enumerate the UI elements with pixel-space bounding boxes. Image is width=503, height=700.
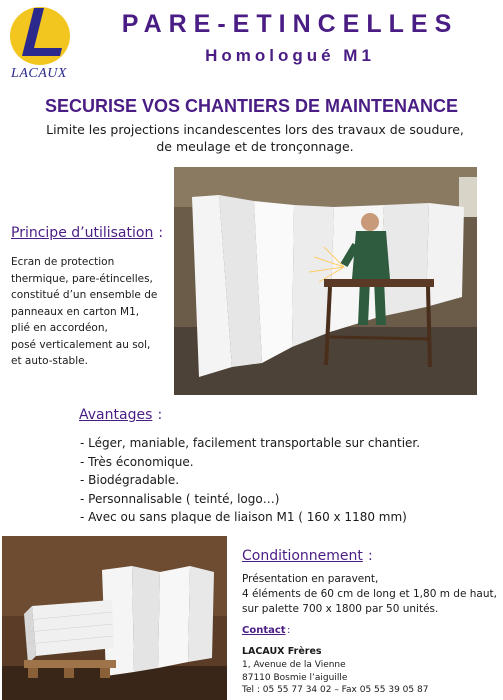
- principe-heading: [11, 222, 163, 241]
- product-title: PARE-ETINCELLES: [121, 10, 459, 38]
- contact-colon: :: [287, 625, 291, 636]
- list-item: - Avec ou sans plaque de liaison M1 ( 160 x 1180 mm): [80, 510, 407, 524]
- contact-title: Contact: [242, 625, 286, 636]
- principe-colon: :: [158, 225, 164, 241]
- product-subtitle: Homologué M1: [205, 46, 375, 65]
- address-line: 87110 Bosmie l’aiguille: [242, 672, 348, 683]
- intro-line: Limite les projections incandescentes lors des travaux de soudure,: [46, 122, 464, 137]
- conditionnement-text: [242, 572, 502, 617]
- conditionnement-line: sur palette 700 x 1800 par 50 unités.: [242, 603, 439, 615]
- workshop-photo: [174, 167, 477, 395]
- list-item: - Léger, maniable, facilement transportable sur chantier.: [80, 436, 421, 450]
- avantages-colon: :: [157, 407, 163, 423]
- principe-line: posé verticalement au sol,: [11, 338, 151, 351]
- principe-text: [11, 254, 171, 370]
- conditionnement-line: 4 éléments de 60 cm de long et 1,80 m de haut,: [242, 588, 497, 600]
- logo-wordmark: LACAUX: [11, 66, 67, 81]
- company-name: LACAUX Frères: [242, 646, 322, 657]
- avantages-title: Avantages: [79, 407, 153, 423]
- principe-line: panneaux en carton M1,: [11, 305, 140, 318]
- intro-text: [30, 121, 480, 155]
- principe-line: constitué d’un ensemble de: [11, 289, 158, 301]
- conditionnement-heading: [242, 545, 373, 564]
- principe-line: et auto-stable.: [11, 355, 88, 367]
- principe-line: plié en accordéon,: [11, 322, 108, 334]
- avantages-list: [80, 434, 420, 527]
- avantages-heading: [79, 404, 162, 423]
- principe-title: Principe d’utilisation: [11, 225, 154, 241]
- packaging-photo: [2, 536, 227, 700]
- principe-line: thermique, pare-étincelles,: [11, 272, 153, 285]
- list-item: - Biodégradable.: [80, 473, 180, 487]
- conditionnement-title: Conditionnement: [242, 548, 363, 564]
- headline: SECURISE VOS CHANTIERS DE MAINTENANCE: [44, 96, 459, 116]
- address-line: 1, Avenue de la Vienne: [242, 660, 346, 670]
- intro-line: de meulage et de tronçonnage.: [156, 139, 354, 154]
- list-item: - Très économique.: [80, 454, 194, 469]
- list-item: - Personnalisable ( teinté, logo…): [80, 491, 280, 506]
- conditionnement-colon: :: [368, 548, 373, 564]
- conditionnement-line: Présentation en paravent,: [242, 573, 379, 585]
- company-address: [242, 659, 502, 697]
- principe-line: Ecran de protection: [11, 256, 115, 268]
- phone-fax-line: Tel : 05 55 77 34 02 – Fax 05 55 39 05 87: [242, 685, 429, 695]
